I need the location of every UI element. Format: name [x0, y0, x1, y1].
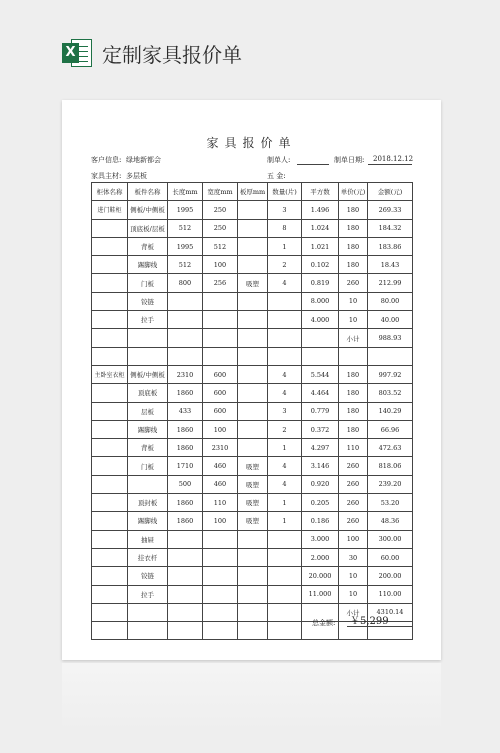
table-cell: 260 [339, 274, 368, 292]
table-cell: 260 [339, 512, 368, 530]
table-cell [92, 585, 128, 603]
table-row [92, 548, 413, 566]
table-cell [92, 457, 128, 475]
column-header: 板厚mm [238, 183, 268, 201]
table-row [92, 347, 413, 365]
table-cell [203, 329, 238, 347]
table-cell: 200.00 [368, 567, 413, 585]
table-cell: 0.186 [302, 512, 339, 530]
table-cell: 8.000 [302, 292, 339, 310]
table-cell: 460 [203, 475, 238, 493]
table-cell [268, 567, 302, 585]
column-header: 单价(元) [339, 183, 368, 201]
table-cell [168, 585, 203, 603]
table-cell: 4 [268, 365, 302, 383]
table-cell [128, 622, 168, 640]
table-cell: 4 [268, 457, 302, 475]
table-cell: 239.20 [368, 475, 413, 493]
table-cell: 背板 [128, 439, 168, 457]
table-cell: 2310 [168, 365, 203, 383]
table-cell: 拉手 [128, 311, 168, 329]
table-cell: 180 [339, 384, 368, 402]
table-cell: 256 [203, 274, 238, 292]
table-cell: 3.146 [302, 457, 339, 475]
total-label: 总金额: [312, 619, 336, 627]
table-cell: 顶封板 [128, 494, 168, 512]
table-cell [92, 219, 128, 237]
table-cell [268, 530, 302, 548]
table-cell: 184.32 [368, 219, 413, 237]
table-cell [302, 347, 339, 365]
table-cell: 110.00 [368, 585, 413, 603]
quote-table [91, 182, 413, 640]
table-cell [238, 219, 268, 237]
table-row [92, 457, 413, 475]
table-cell: 主卧室衣柜 [92, 365, 128, 383]
table-cell [268, 292, 302, 310]
table-cell: 997.92 [368, 365, 413, 383]
table-cell: 988.93 [368, 329, 413, 347]
table-cell: 1.496 [302, 201, 339, 219]
table-cell: 180 [339, 219, 368, 237]
table-cell: 4.297 [302, 439, 339, 457]
total-value: ￥5,299 [350, 616, 389, 627]
table-row [92, 237, 413, 255]
table-cell [203, 622, 238, 640]
table-cell [92, 292, 128, 310]
table-cell [238, 347, 268, 365]
table-cell: 500 [168, 475, 203, 493]
table-cell: 2 [268, 256, 302, 274]
table-cell: 512 [168, 256, 203, 274]
table-cell: 抽屉 [128, 530, 168, 548]
table-cell [92, 512, 128, 530]
table-cell: 1 [268, 494, 302, 512]
table-cell [203, 530, 238, 548]
customer-value: 绿地新都会 [126, 156, 161, 164]
table-cell: 800 [168, 274, 203, 292]
table-cell: 0.205 [302, 494, 339, 512]
table-row [92, 567, 413, 585]
table-row [92, 512, 413, 530]
table-row [92, 402, 413, 420]
table-row [92, 256, 413, 274]
table-cell: 53.20 [368, 494, 413, 512]
table-cell: 250 [203, 201, 238, 219]
hardware-label: 五 金: [267, 172, 286, 180]
table-cell: 拉手 [128, 585, 168, 603]
table-row [92, 274, 413, 292]
header-row [92, 183, 413, 201]
table-cell: 2.000 [302, 548, 339, 566]
table-cell: 1 [268, 512, 302, 530]
table-cell: 20.000 [302, 567, 339, 585]
sheet-reflection [62, 663, 441, 733]
table-cell: 300.00 [368, 530, 413, 548]
table-cell: 100 [203, 512, 238, 530]
table-cell [238, 402, 268, 420]
table-cell [203, 603, 238, 621]
table-row [92, 439, 413, 457]
table-cell: 4 [268, 274, 302, 292]
table-cell [92, 347, 128, 365]
table-cell [238, 384, 268, 402]
table-cell [238, 329, 268, 347]
table-cell: 吸塑 [238, 494, 268, 512]
table-cell: 0.102 [302, 256, 339, 274]
total-underline [347, 626, 413, 627]
table-cell [92, 567, 128, 585]
table-cell: 18.43 [368, 256, 413, 274]
date-value: 2018.12.12 [373, 155, 414, 163]
material-label: 家具主材: [91, 172, 122, 180]
table-cell: 顶底板/层板 [128, 219, 168, 237]
table-cell: 100 [339, 530, 368, 548]
table-cell: 180 [339, 365, 368, 383]
table-cell [238, 530, 268, 548]
table-cell [168, 347, 203, 365]
table-cell: 250 [203, 219, 238, 237]
table-cell: 260 [339, 457, 368, 475]
table-cell: 1860 [168, 494, 203, 512]
table-cell [92, 603, 128, 621]
table-cell [238, 420, 268, 438]
table-cell: 180 [339, 420, 368, 438]
table-cell [92, 548, 128, 566]
table-cell: 600 [203, 365, 238, 383]
table-cell [168, 603, 203, 621]
table-cell: 3 [268, 201, 302, 219]
table-cell [92, 256, 128, 274]
table-cell [128, 475, 168, 493]
table-cell: 2 [268, 420, 302, 438]
table-cell: 110 [203, 494, 238, 512]
table-cell: 100 [203, 420, 238, 438]
table-cell: 踢脚线 [128, 512, 168, 530]
table-cell: 80.00 [368, 292, 413, 310]
table-cell: 4.000 [302, 311, 339, 329]
table-cell: 4 [268, 475, 302, 493]
table-cell: 层板 [128, 402, 168, 420]
table-cell: 门板 [128, 457, 168, 475]
table-cell: 小计 [339, 329, 368, 347]
table-cell: 1860 [168, 512, 203, 530]
table-cell: 吸塑 [238, 475, 268, 493]
column-header: 宽度mm [203, 183, 238, 201]
table-row [92, 201, 413, 219]
table-cell: 212.99 [368, 274, 413, 292]
table-cell [238, 622, 268, 640]
table-cell: 1860 [168, 420, 203, 438]
table-cell [238, 439, 268, 457]
table-cell [203, 347, 238, 365]
column-header: 数量(片) [268, 183, 302, 201]
table-cell [238, 256, 268, 274]
table-cell [238, 567, 268, 585]
table-cell: 180 [339, 256, 368, 274]
table-cell [368, 347, 413, 365]
document-title: 家具报价单 [206, 136, 297, 150]
maker-label: 制单人: [267, 156, 291, 164]
table-cell [92, 530, 128, 548]
table-cell [203, 548, 238, 566]
excel-icon: X [62, 37, 92, 69]
table-row [92, 292, 413, 310]
table-row [92, 384, 413, 402]
material-value: 多层板 [126, 172, 147, 180]
table-cell: 269.33 [368, 201, 413, 219]
table-cell: 小计 [339, 603, 368, 621]
table-cell: 140.29 [368, 402, 413, 420]
quote-sheet [62, 100, 441, 660]
table-cell [203, 311, 238, 329]
table-cell [128, 329, 168, 347]
table-cell [268, 622, 302, 640]
table-cell: 183.86 [368, 237, 413, 255]
table-cell: 10 [339, 311, 368, 329]
table-cell: 512 [168, 219, 203, 237]
table-cell: 踢脚线 [128, 256, 168, 274]
table-cell: 铰链 [128, 292, 168, 310]
table-cell: 吸塑 [238, 512, 268, 530]
table-cell: 260 [339, 494, 368, 512]
table-cell [92, 475, 128, 493]
table-cell: 260 [339, 475, 368, 493]
table-cell [168, 292, 203, 310]
table-cell [128, 347, 168, 365]
table-cell [92, 329, 128, 347]
table-cell: 803.52 [368, 384, 413, 402]
date-underline [368, 164, 412, 165]
table-cell: 踢脚线 [128, 420, 168, 438]
table-cell [238, 603, 268, 621]
table-cell [92, 274, 128, 292]
table-cell: 1995 [168, 201, 203, 219]
table-cell [268, 585, 302, 603]
table-row [92, 219, 413, 237]
table-cell [203, 292, 238, 310]
table-cell [203, 585, 238, 603]
app-title: 定制家具报价单 [102, 42, 242, 67]
table-cell: 0.372 [302, 420, 339, 438]
table-cell [92, 420, 128, 438]
table-cell: 8 [268, 219, 302, 237]
table-cell [238, 548, 268, 566]
table-row [92, 475, 413, 493]
table-cell [168, 622, 203, 640]
app-header [62, 36, 242, 70]
table-cell: 60.00 [368, 548, 413, 566]
table-cell: 433 [168, 402, 203, 420]
table-cell: 1860 [168, 439, 203, 457]
table-cell: 66.96 [368, 420, 413, 438]
table-cell [268, 347, 302, 365]
table-cell [168, 329, 203, 347]
table-cell: 11.000 [302, 585, 339, 603]
table-cell: 进门鞋柜 [92, 201, 128, 219]
maker-underline [297, 164, 329, 165]
table-cell [92, 439, 128, 457]
table-cell: 5.544 [302, 365, 339, 383]
table-cell: 1710 [168, 457, 203, 475]
table-cell: 门板 [128, 274, 168, 292]
table-cell: 2310 [203, 439, 238, 457]
table-cell: 吸塑 [238, 274, 268, 292]
table-cell: 1995 [168, 237, 203, 255]
table-cell [168, 530, 203, 548]
table-cell: 侧板/中侧板 [128, 201, 168, 219]
table-row [92, 365, 413, 383]
table-cell [268, 311, 302, 329]
table-cell [128, 603, 168, 621]
table-cell: 180 [339, 402, 368, 420]
table-cell [238, 237, 268, 255]
table-cell: 818.06 [368, 457, 413, 475]
table-cell: 1.021 [302, 237, 339, 255]
table-cell: 3 [268, 402, 302, 420]
table-cell: 背板 [128, 237, 168, 255]
table-cell [238, 201, 268, 219]
table-cell: 110 [339, 439, 368, 457]
table-cell [238, 365, 268, 383]
table-cell [203, 567, 238, 585]
table-cell: 460 [203, 457, 238, 475]
table-cell: 48.36 [368, 512, 413, 530]
table-cell: 1 [268, 237, 302, 255]
customer-label: 客户信息: [91, 156, 122, 164]
column-header: 金额(元) [368, 183, 413, 201]
table-cell [238, 292, 268, 310]
table-cell: 10 [339, 585, 368, 603]
table-cell [168, 311, 203, 329]
column-header: 平方数 [302, 183, 339, 201]
table-cell: 4.464 [302, 384, 339, 402]
table-cell: 1860 [168, 384, 203, 402]
table-cell: 512 [203, 237, 238, 255]
table-cell [92, 311, 128, 329]
date-label: 制单日期: [334, 156, 365, 164]
table-cell: 侧板/中侧板 [128, 365, 168, 383]
table-cell: 600 [203, 384, 238, 402]
table-cell: 3.000 [302, 530, 339, 548]
table-cell: 0.779 [302, 402, 339, 420]
table-cell: 铰链 [128, 567, 168, 585]
table-cell [168, 567, 203, 585]
table-cell: 1 [268, 439, 302, 457]
table-cell: 100 [203, 256, 238, 274]
table-cell [339, 347, 368, 365]
table-cell [238, 585, 268, 603]
table-cell [268, 548, 302, 566]
table-cell: 180 [339, 237, 368, 255]
table-cell [238, 311, 268, 329]
table-row [92, 585, 413, 603]
table-cell: 180 [339, 201, 368, 219]
table-cell [168, 548, 203, 566]
table-row [92, 420, 413, 438]
table-cell [268, 603, 302, 621]
table-row [92, 530, 413, 548]
table-cell: 10 [339, 292, 368, 310]
table-cell: 4 [268, 384, 302, 402]
column-header: 柜体名称 [92, 183, 128, 201]
table-cell: 472.63 [368, 439, 413, 457]
table-cell: 4310.14 [368, 603, 413, 621]
table-cell [92, 622, 128, 640]
table-cell: 0.920 [302, 475, 339, 493]
table-cell [302, 329, 339, 347]
table-cell: 30 [339, 548, 368, 566]
table-cell [92, 237, 128, 255]
table-row [92, 329, 413, 347]
table-cell: 挂衣杆 [128, 548, 168, 566]
table-cell: 1.024 [302, 219, 339, 237]
table-cell: 0.819 [302, 274, 339, 292]
table-cell [92, 384, 128, 402]
table-cell: 40.00 [368, 311, 413, 329]
table-cell [268, 329, 302, 347]
table-cell: 吸塑 [238, 457, 268, 475]
table-cell: 10 [339, 567, 368, 585]
column-header: 长度mm [168, 183, 203, 201]
table-cell: 顶底板 [128, 384, 168, 402]
table-row [92, 311, 413, 329]
table-cell: 600 [203, 402, 238, 420]
table-cell [92, 402, 128, 420]
column-header: 板件名称 [128, 183, 168, 201]
table-row [92, 494, 413, 512]
table-cell [92, 494, 128, 512]
